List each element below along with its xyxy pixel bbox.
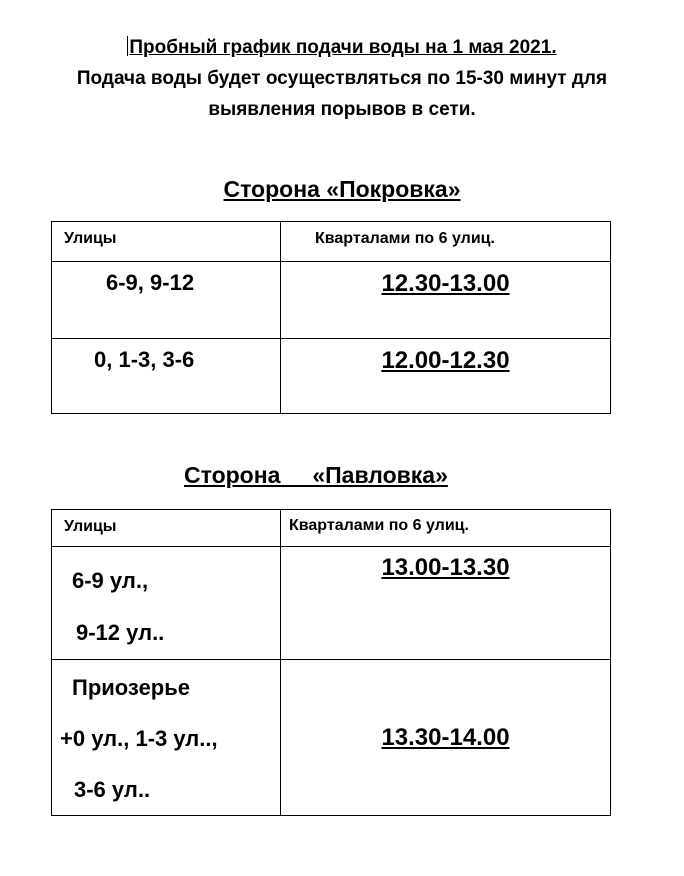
street-line: 3-6 ул.. xyxy=(74,777,151,802)
column-header-time: Кварталами по 6 улиц. xyxy=(281,222,611,262)
header-title-line xyxy=(0,32,684,63)
document-header xyxy=(0,32,684,125)
document-title: Пробный график подачи воды на 1 мая 2021. xyxy=(129,37,557,58)
section-title-pokrovka: Сторона «Покровка» xyxy=(223,176,461,202)
time-cell: 13.00-13.30 xyxy=(281,547,611,660)
time-cell: 12.30-13.00 xyxy=(281,262,611,339)
column-header-streets: Улицы xyxy=(52,222,281,262)
table-row xyxy=(52,660,611,816)
street-line: 9-12 ул.. xyxy=(76,620,165,645)
streets-cell xyxy=(52,547,281,660)
table-header-row xyxy=(52,222,611,262)
table-header-row xyxy=(52,510,611,547)
streets-cell: 6-9, 9-12 xyxy=(52,262,281,339)
schedule-table-pokrovka xyxy=(51,221,611,414)
section-title-pavlovka: Сторона «Павловка» xyxy=(184,462,448,488)
time-cell: 13.30-14.00 xyxy=(281,660,611,816)
header-subtitle-line-2: выявления порывов в сети. xyxy=(208,99,476,120)
schedule-table-pavlovka xyxy=(51,509,611,816)
table-row xyxy=(52,547,611,660)
street-line: Приозерье xyxy=(72,675,191,700)
column-header-time: Кварталами по 6 улиц. xyxy=(281,510,611,547)
street-line: +0 ул., 1-3 ул.., xyxy=(60,726,218,751)
table-row xyxy=(52,262,611,339)
streets-cell xyxy=(52,660,281,816)
time-cell: 12.00-12.30 xyxy=(281,339,611,414)
street-line: 6-9 ул., xyxy=(72,568,149,593)
header-subtitle-line-1: Подача воды будет осуществляться по 15-30 минут для xyxy=(76,68,608,89)
column-header-streets: Улицы xyxy=(52,510,281,547)
streets-cell: 0, 1-3, 3-6 xyxy=(52,339,281,414)
table-row xyxy=(52,339,611,414)
